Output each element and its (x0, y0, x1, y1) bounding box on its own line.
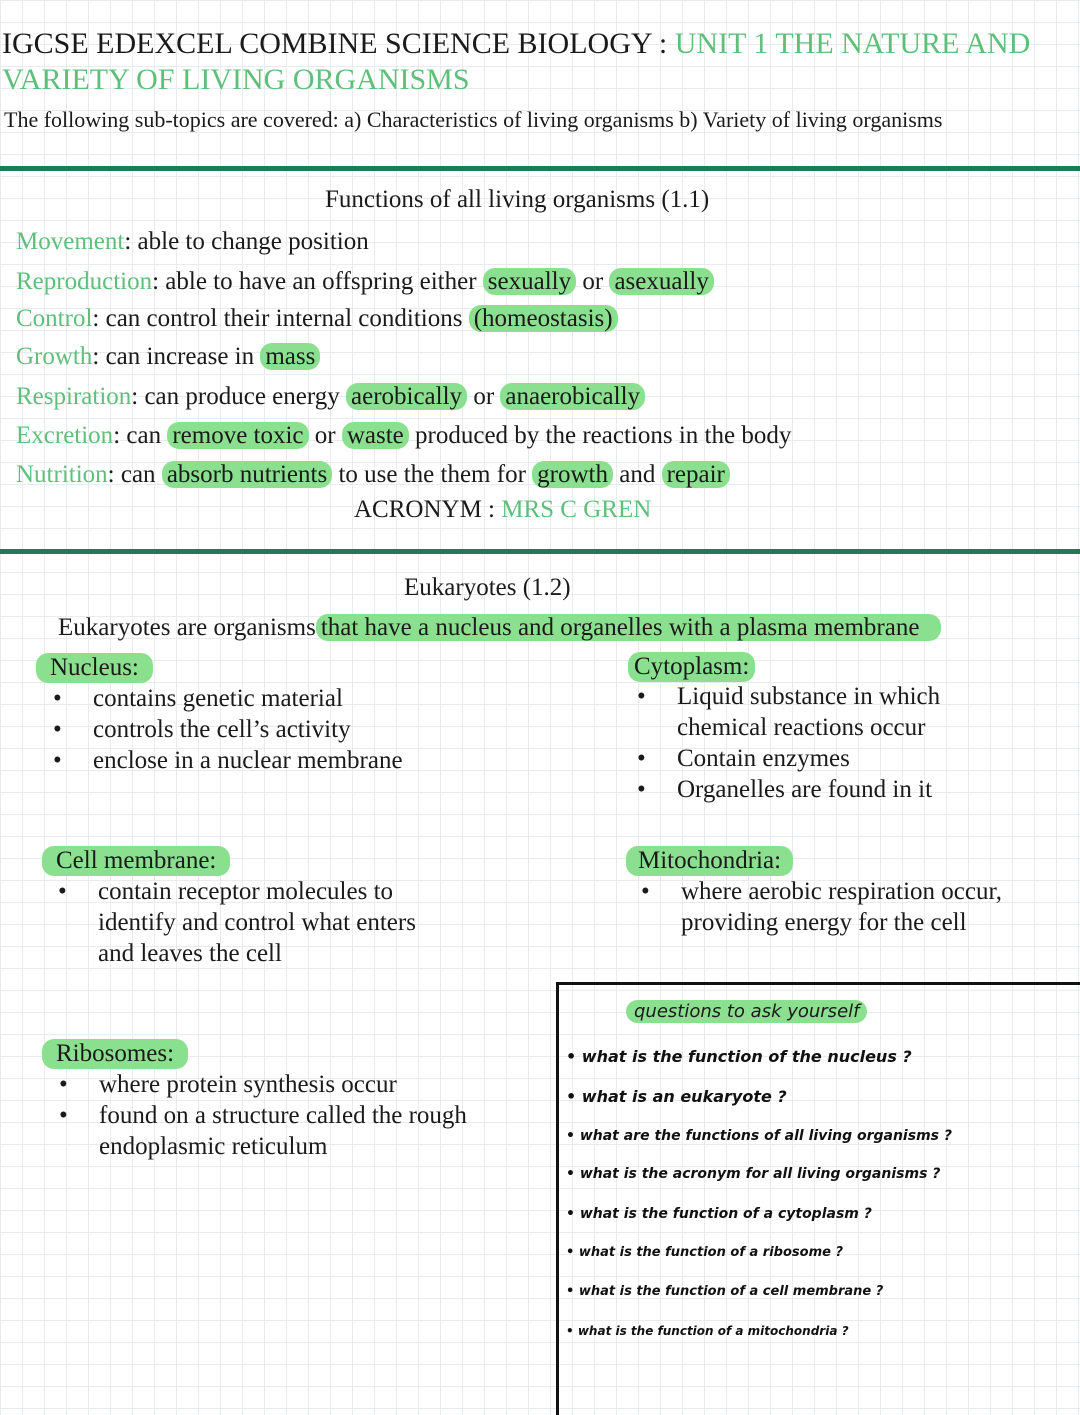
section-divider (0, 549, 1080, 554)
definition-highlight: that have a nucleus and organelles with a plasma membrane (316, 614, 942, 641)
question-item: • what is the function of a cytoplasm ? (566, 1206, 872, 1222)
reproduction-term: Reproduction (16, 268, 153, 295)
respiration-or: or (473, 383, 495, 410)
reproduction-text: : able to have an offspring either (152, 268, 477, 295)
nutrition-line (16, 459, 730, 491)
list-item-continued: providing energy for the cell (681, 909, 967, 936)
nucleus-label: Nucleus: (36, 653, 153, 683)
question-item: • what is the function of a mitochondria ? (566, 1324, 849, 1338)
list-item: • found on a structure called the rough (59, 1102, 467, 1129)
nutrition-text: : can (107, 461, 156, 488)
nutrition-and: and (619, 461, 656, 488)
highlight-asexually: asexually (609, 268, 713, 295)
question-item: • what is the function of a cell membrane ? (566, 1284, 884, 1299)
ribosomes-list (59, 1069, 467, 1162)
title-unit-continued: VARIETY OF LIVING ORGANISMS (2, 63, 470, 96)
eukaryote-definition (58, 614, 941, 642)
list-item: • Contain enzymes (637, 745, 850, 772)
cell-membrane-label: Cell membrane: (42, 846, 230, 876)
questions-title: questions to ask yourself (626, 1000, 867, 1023)
movement-text: : able to change position (124, 228, 369, 255)
cytoplasm-list (637, 681, 941, 805)
eukaryotes-heading: Eukaryotes (1.2) (404, 574, 571, 601)
nutrition-text-2: to use the them for (338, 461, 526, 488)
mitochondria-list (641, 876, 1003, 938)
acronym-label: ACRONYM : (354, 496, 502, 523)
list-item: • contain receptor molecules to (58, 878, 394, 905)
control-line (16, 303, 618, 335)
reproduction-or: or (582, 268, 604, 295)
acronym-line (354, 496, 651, 524)
cell-membrane-list (58, 876, 416, 969)
highlight-aerobically: aerobically (346, 383, 467, 410)
question-item: • what is an eukaryote ? (566, 1087, 787, 1106)
list-item: • controls the cell’s activity (53, 716, 351, 743)
list-item-continued: chemical reactions occur (677, 714, 926, 741)
definition-text: Eukaryotes are organisms (58, 614, 316, 641)
acronym-value: MRS C GREN (501, 496, 652, 523)
growth-text: : can increase in (92, 343, 255, 370)
ribosomes-label: Ribosomes: (42, 1039, 188, 1069)
growth-line (16, 341, 320, 373)
excretion-text: : can (113, 422, 162, 449)
highlight-remove-toxic: remove toxic (167, 422, 308, 449)
highlight-mass: mass (260, 343, 320, 370)
movement-term: Movement (16, 228, 125, 255)
excretion-text-end: produced by the reactions in the body (415, 422, 792, 449)
title-unit: UNIT 1 THE NATURE AND (674, 27, 1031, 60)
control-term: Control (16, 305, 93, 332)
list-item: • enclose in a nuclear membrane (53, 747, 403, 774)
question-item: • what are the functions of all living organisms ? (566, 1128, 952, 1144)
list-item: • Liquid substance in which (637, 683, 941, 710)
movement-line (16, 226, 369, 258)
highlight-waste: waste (342, 422, 409, 449)
excretion-term: Excretion (16, 422, 114, 449)
highlight-homeostasis: (homeostasis) (469, 305, 618, 332)
nucleus-list (53, 683, 403, 776)
highlight-growth: growth (532, 461, 613, 488)
excretion-or: or (314, 422, 336, 449)
question-item: • what is the function of the nucleus ? (566, 1047, 912, 1066)
highlight-repair: repair (662, 461, 730, 488)
list-item-continued: and leaves the cell (98, 940, 282, 967)
highlight-sexually: sexually (483, 268, 576, 295)
nutrition-term: Nutrition (16, 461, 108, 488)
title-black: IGCSE EDEXCEL COMBINE SCIENCE BIOLOGY : (2, 27, 675, 60)
reproduction-line (16, 266, 714, 298)
highlight-anaerobically: anaerobically (500, 383, 645, 410)
list-item: • Organelles are found in it (637, 776, 933, 803)
list-item: • contains genetic material (53, 685, 343, 712)
control-text: : can control their internal conditions (92, 305, 463, 332)
cytoplasm-label: Cytoplasm: (628, 652, 755, 682)
respiration-text: : can produce energy (131, 383, 340, 410)
question-item: • what is the acronym for all living organisms ? (566, 1166, 941, 1182)
highlight-absorb-nutrients: absorb nutrients (162, 461, 332, 488)
list-item-continued: endoplasmic reticulum (99, 1133, 328, 1160)
growth-term: Growth (16, 343, 93, 370)
question-item: • what is the function of a ribosome ? (566, 1245, 844, 1260)
section-divider (0, 166, 1080, 171)
list-item: • where protein synthesis occur (59, 1071, 397, 1098)
respiration-term: Respiration (16, 383, 132, 410)
page-title (2, 26, 1030, 62)
mitochondria-label: Mitochondria: (626, 846, 793, 876)
functions-heading: Functions of all living organisms (1.1) (325, 186, 710, 213)
list-item-continued: identify and control what enters (98, 909, 416, 936)
respiration-line (16, 381, 645, 413)
list-item: • where aerobic respiration occur, (641, 878, 1003, 905)
excretion-line (16, 420, 791, 452)
subtopics-line: The following sub-topics are covered: a) Characteristics of living organisms b) Variety of living organisms (4, 107, 943, 132)
